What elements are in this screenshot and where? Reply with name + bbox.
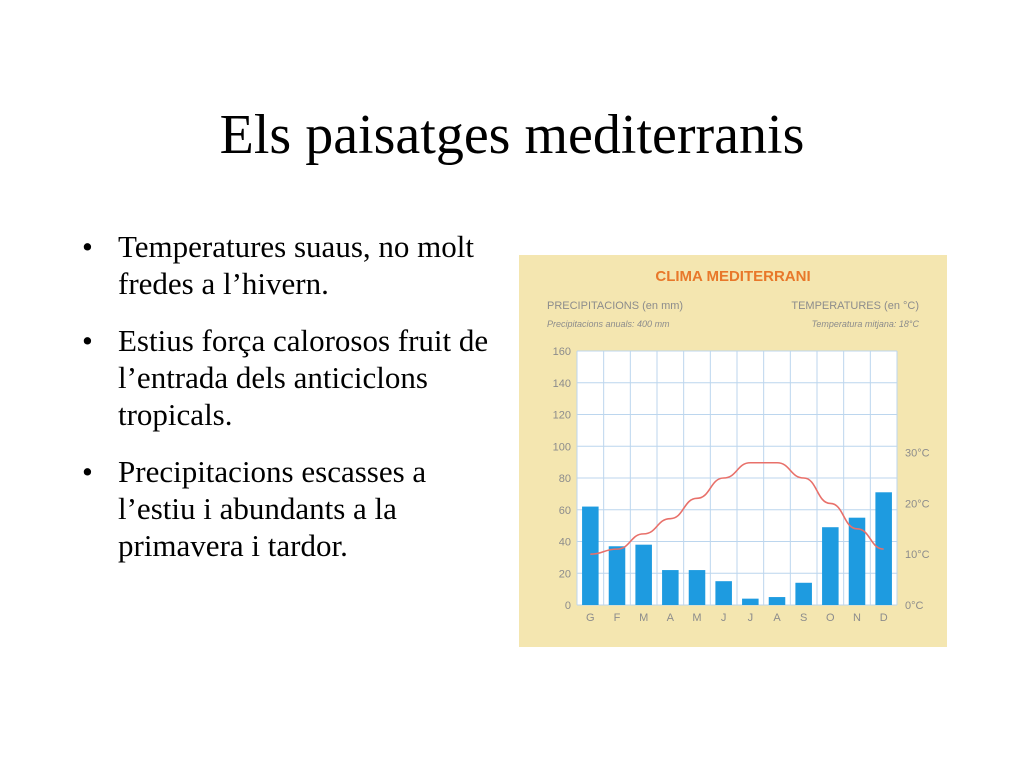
precipitation-bar xyxy=(769,597,786,605)
temperature-header: TEMPERATURES (en °C) xyxy=(791,300,919,312)
x-tick-label: J xyxy=(720,612,727,624)
y-tick-label: 20 xyxy=(558,568,571,581)
precipitation-bar xyxy=(822,527,839,605)
x-tick-label: A xyxy=(666,612,675,624)
y2-tick-label: 30°C xyxy=(905,447,930,460)
precipitation-subheader: Precipitacions anuals: 400 mm xyxy=(547,319,670,329)
bullet-text: Precipitacions escasses a l’estiu i abundants a la primavera i tardor. xyxy=(118,454,427,563)
x-tick-label: G xyxy=(586,612,595,624)
precipitation-bar xyxy=(875,492,892,605)
bullet-item xyxy=(78,453,498,564)
climograph-chart xyxy=(519,255,947,647)
precipitation-bar xyxy=(582,507,599,605)
x-tick-label: A xyxy=(773,612,781,624)
precipitation-bar xyxy=(635,545,652,605)
bullet-item xyxy=(78,228,498,302)
y2-tick-label: 0°C xyxy=(905,600,924,612)
precipitation-bar xyxy=(795,583,812,605)
bullet-icon: • xyxy=(82,323,93,358)
y-tick-label: 40 xyxy=(558,536,571,549)
x-tick-label: S xyxy=(799,612,808,624)
slide-title: Els paisatges mediterranis xyxy=(219,104,805,166)
x-tick-label: N xyxy=(853,612,861,624)
temperature-subheader: Temperatura mitjana: 18°C xyxy=(811,319,919,329)
bullet-icon: • xyxy=(82,229,93,264)
x-tick-label: F xyxy=(613,612,621,624)
chart-title: CLIMA MEDITERRANI xyxy=(655,268,811,285)
bullet-text: Estius força calorosos fruit de l’entrada dels anticiclons tropicals. xyxy=(118,323,489,432)
x-tick-label: M xyxy=(692,612,702,624)
y2-tick-label: 20°C xyxy=(905,498,930,511)
bullet-icon: • xyxy=(82,454,93,489)
precipitation-bar xyxy=(609,546,626,605)
x-tick-label: O xyxy=(826,612,835,624)
bullet-list xyxy=(78,228,498,584)
y-tick-label: 100 xyxy=(552,441,571,454)
y-tick-label: 0 xyxy=(564,600,571,612)
bullet-item xyxy=(78,322,498,433)
y2-tick-label: 10°C xyxy=(905,549,930,562)
precipitation-bar xyxy=(742,599,759,605)
y-tick-label: 160 xyxy=(552,346,571,358)
x-tick-label: M xyxy=(639,612,649,624)
x-tick-label: J xyxy=(747,612,754,624)
y-tick-label: 60 xyxy=(558,504,571,517)
precipitation-header: PRECIPITACIONS (en mm) xyxy=(547,300,684,312)
precipitation-bar xyxy=(689,570,706,605)
bullet-text: Temperatures suaus, no molt fredes a l’hivern. xyxy=(118,229,474,301)
y-tick-label: 80 xyxy=(558,473,571,485)
y-tick-label: 140 xyxy=(552,377,571,390)
x-tick-label: D xyxy=(879,612,888,624)
y-tick-label: 120 xyxy=(552,409,571,422)
precipitation-bar xyxy=(715,581,732,605)
precipitation-bar xyxy=(662,570,679,605)
